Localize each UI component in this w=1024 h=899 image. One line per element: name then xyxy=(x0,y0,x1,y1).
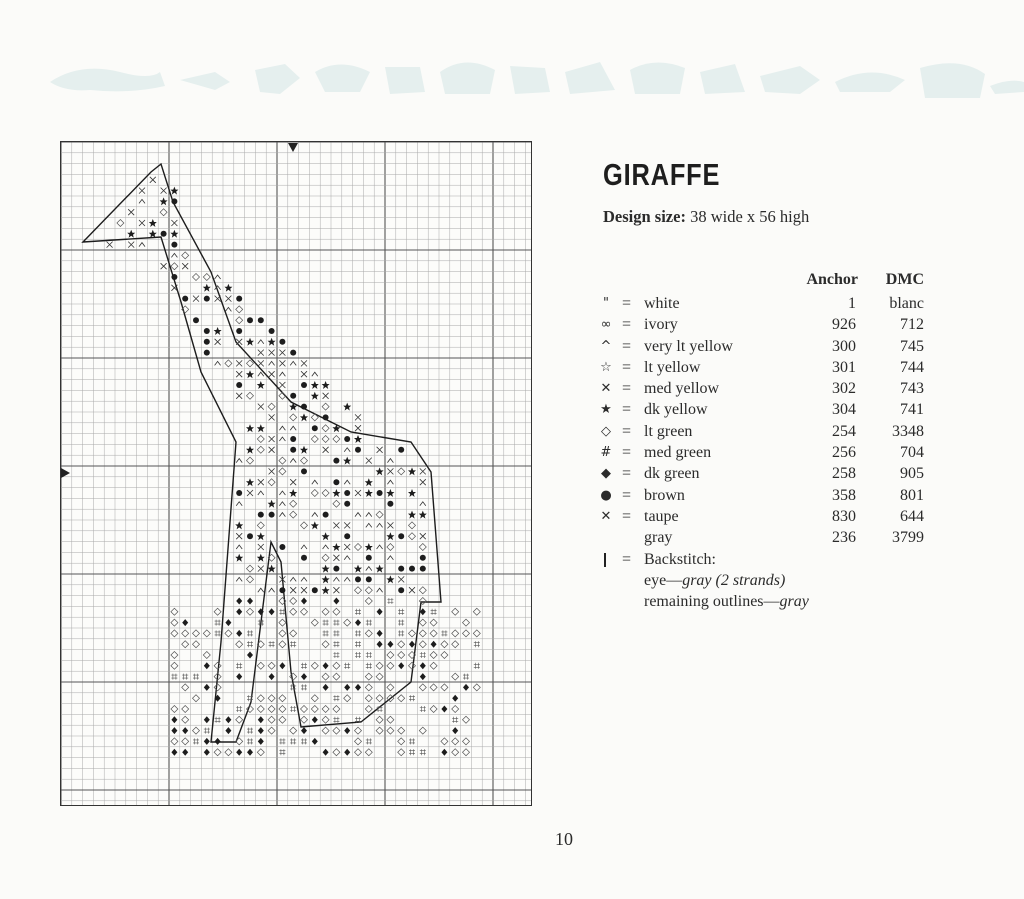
key-color-name: med yellow xyxy=(644,380,720,398)
backstitch-equals: = xyxy=(622,551,632,568)
key-dmc-number: 704 xyxy=(900,444,924,462)
key-color-name: white xyxy=(644,295,680,312)
key-color-name: lt green xyxy=(644,422,693,440)
key-symbol-icon: ✕ xyxy=(600,381,612,397)
key-anchor-number: 304 xyxy=(832,401,856,419)
key-equals: = xyxy=(622,465,632,483)
anchor-header: Anchor xyxy=(806,271,858,288)
key-equals: = xyxy=(622,401,632,419)
cross-stitch-chart xyxy=(60,141,532,806)
key-color-name: brown xyxy=(644,486,685,504)
key-header xyxy=(596,271,936,293)
key-dmc-number: 3348 xyxy=(892,422,924,440)
key-equals: = xyxy=(622,486,632,504)
key-symbol-icon: ◆ xyxy=(601,466,611,482)
key-row xyxy=(596,357,936,378)
key-color-name: dk green xyxy=(644,465,700,483)
backstitch-eye-prefix: eye— xyxy=(644,572,683,589)
key-dmc-number: 3799 xyxy=(892,529,924,547)
key-rows xyxy=(596,293,936,549)
key-symbol-icon: ◇ xyxy=(601,423,611,439)
key-row xyxy=(596,399,936,420)
animal-silhouette-band xyxy=(40,42,1024,112)
key-anchor-number: 256 xyxy=(832,444,856,462)
key-row xyxy=(596,314,936,335)
key-symbol-icon: # xyxy=(600,445,612,461)
key-symbol-icon: ● xyxy=(600,487,612,503)
key-color-name: dk yellow xyxy=(644,401,708,419)
backstitch-eye xyxy=(596,570,809,591)
key-anchor-number: 254 xyxy=(832,422,856,440)
design-size xyxy=(603,207,809,227)
key-symbol-icon: ∞ xyxy=(600,317,612,333)
backstitch-symbol-icon xyxy=(604,553,606,567)
key-row xyxy=(596,293,936,314)
key-row xyxy=(596,336,936,357)
key-dmc-number: 745 xyxy=(900,337,924,355)
key-equals: = xyxy=(622,295,632,312)
key-anchor-number: 830 xyxy=(832,507,856,525)
key-dmc-number: 712 xyxy=(900,316,924,334)
backstitch-eye-detail: gray (2 strands) xyxy=(682,572,786,589)
backstitch-row xyxy=(596,549,809,570)
backstitch-remaining xyxy=(596,591,809,612)
key-anchor-number: 300 xyxy=(832,337,856,355)
key-symbol-icon: ☆ xyxy=(600,359,612,375)
key-anchor-number: 1 xyxy=(848,295,856,312)
key-equals: = xyxy=(622,444,632,462)
key-row xyxy=(596,506,936,527)
chart-grid xyxy=(61,142,532,806)
key-anchor-number: 236 xyxy=(832,529,856,547)
backstitch-remaining-detail: gray xyxy=(779,593,809,610)
key-row xyxy=(596,463,936,484)
key-row xyxy=(596,485,936,506)
key-dmc-number: blanc xyxy=(889,295,924,312)
key-equals: = xyxy=(622,422,632,440)
key-anchor-number: 302 xyxy=(832,380,856,398)
key-equals: = xyxy=(622,358,632,376)
key-color-name: ivory xyxy=(644,316,678,334)
key-anchor-number: 358 xyxy=(832,486,856,504)
key-symbol-icon: ^ xyxy=(600,338,612,354)
design-size-value: 38 wide x 56 high xyxy=(690,207,810,226)
page-number: 10 xyxy=(555,829,573,849)
key-color-name: med green xyxy=(644,444,712,462)
backstitch-label: Backstitch: xyxy=(644,551,716,568)
key-color-name: very lt yellow xyxy=(644,337,733,355)
key-dmc-number: 801 xyxy=(900,486,924,504)
color-key xyxy=(596,271,936,549)
key-color-name: taupe xyxy=(644,507,679,525)
design-size-label: Design size: xyxy=(603,207,686,226)
key-equals: = xyxy=(622,380,632,398)
center-marker-top-icon xyxy=(288,143,298,152)
key-color-name: lt yellow xyxy=(644,358,701,376)
grid-lines xyxy=(61,142,532,806)
key-dmc-number: 644 xyxy=(900,507,924,525)
key-equals: = xyxy=(622,337,632,355)
key-anchor-number: 926 xyxy=(832,316,856,334)
key-color-name: gray xyxy=(644,529,673,547)
key-row xyxy=(596,442,936,463)
key-symbol-icon: ✕ xyxy=(600,508,612,524)
key-row xyxy=(596,527,936,548)
page-title: GIRAFFE xyxy=(603,157,721,192)
key-anchor-number: 258 xyxy=(832,465,856,483)
key-dmc-number: 905 xyxy=(900,465,924,483)
center-marker-left-icon xyxy=(61,468,70,478)
key-anchor-number: 301 xyxy=(832,358,856,376)
key-equals: = xyxy=(622,507,632,525)
key-symbol-icon: " xyxy=(603,296,609,311)
key-equals: = xyxy=(622,316,632,334)
key-dmc-number: 741 xyxy=(900,401,924,419)
backstitch-remaining-prefix: remaining outlines— xyxy=(644,593,780,610)
key-symbol-icon: ★ xyxy=(600,402,612,418)
dmc-header: DMC xyxy=(885,271,924,288)
backstitch-key xyxy=(596,549,809,612)
key-row xyxy=(596,378,936,399)
key-dmc-number: 743 xyxy=(900,380,924,398)
key-dmc-number: 744 xyxy=(900,358,924,376)
key-row xyxy=(596,421,936,442)
